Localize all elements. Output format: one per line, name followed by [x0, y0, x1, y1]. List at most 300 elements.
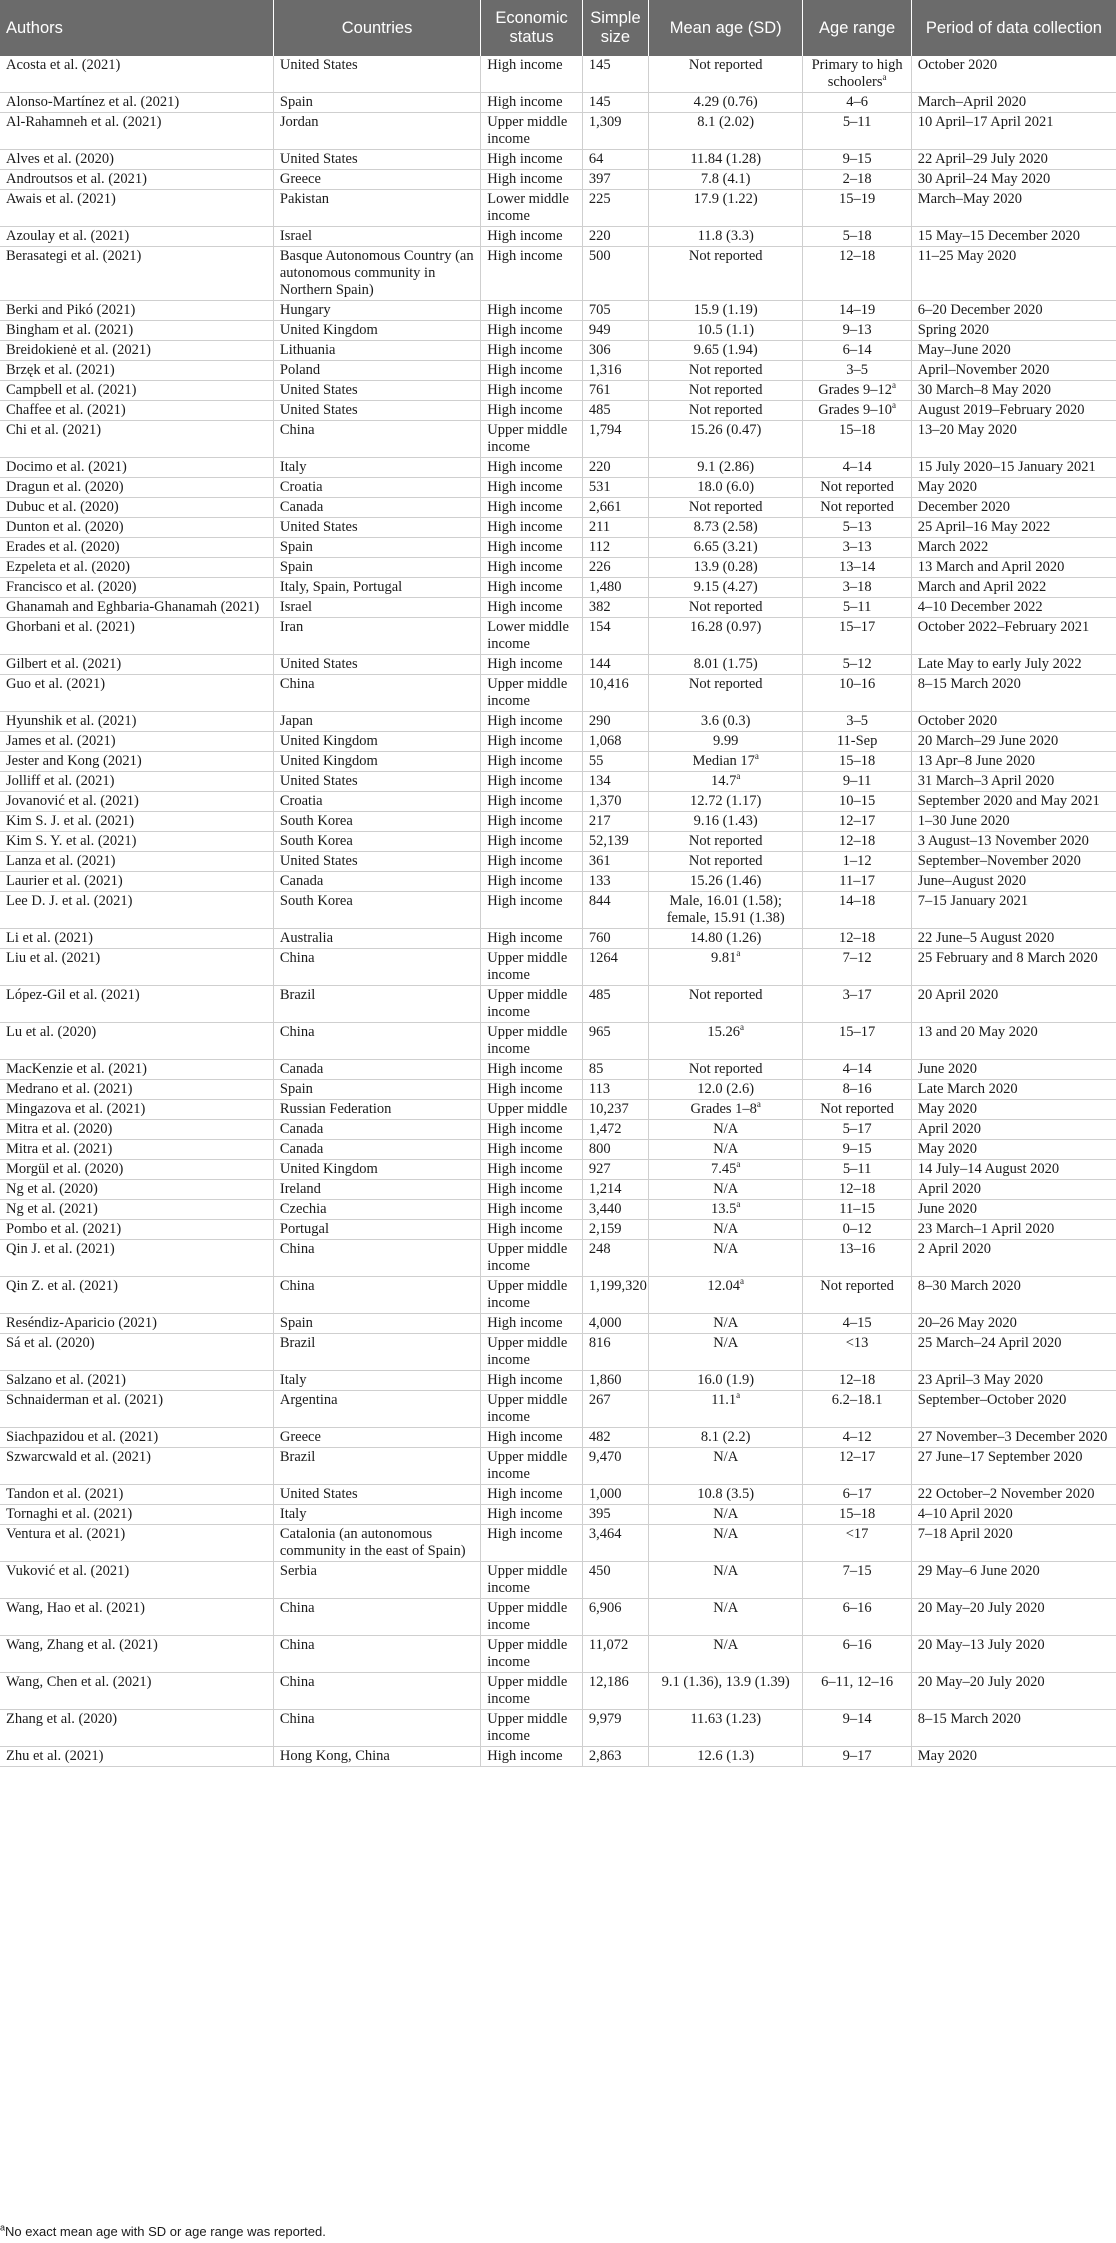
author-cell: James et al. (2021)	[0, 732, 273, 752]
table-row	[0, 341, 1116, 361]
country-cell: Greece	[273, 170, 480, 190]
author-cell: Mitra et al. (2020)	[0, 1120, 273, 1140]
sample-size-cell: 2,159	[582, 1220, 648, 1240]
age-range-cell: 4–14	[803, 1060, 911, 1080]
footnote-ref-marker: a	[891, 400, 896, 411]
table-row	[0, 558, 1116, 578]
economic-status-cell: Upper middle	[481, 1100, 583, 1120]
economic-status-cell: High income	[481, 341, 583, 361]
table-row	[0, 1240, 1116, 1277]
mean-age-cell: N/A	[648, 1120, 803, 1140]
footnote-ref-marker: a	[736, 1199, 741, 1210]
sample-size-cell: 482	[582, 1428, 648, 1448]
sample-size-cell: 927	[582, 1160, 648, 1180]
footnote-ref-marker: a	[754, 751, 759, 762]
mean-age-cell: 7.8 (4.1)	[648, 170, 803, 190]
economic-status-cell: High income	[481, 247, 583, 301]
age-range-cell: 0–12	[803, 1220, 911, 1240]
cell-text: Grades 9–10	[818, 402, 892, 418]
table-row	[0, 675, 1116, 712]
period-cell: Spring 2020	[911, 321, 1116, 341]
period-cell: May–June 2020	[911, 341, 1116, 361]
mean-age-cell: 15.26 (0.47)	[648, 421, 803, 458]
country-cell: United States	[273, 1485, 480, 1505]
economic-status-cell: High income	[481, 1220, 583, 1240]
period-cell: 3 August–13 November 2020	[911, 832, 1116, 852]
economic-status-cell: High income	[481, 598, 583, 618]
sample-size-cell: 10,237	[582, 1100, 648, 1120]
economic-status-cell: High income	[481, 321, 583, 341]
period-cell: June–August 2020	[911, 872, 1116, 892]
age-range-cell: 4–15	[803, 1314, 911, 1334]
age-range-cell: 8–16	[803, 1080, 911, 1100]
country-cell: Russian Federation	[273, 1100, 480, 1120]
author-cell: Jester and Kong (2021)	[0, 752, 273, 772]
author-cell: Alves et al. (2020)	[0, 150, 273, 170]
table-row	[0, 1314, 1116, 1334]
country-cell: Canada	[273, 1140, 480, 1160]
period-cell: April 2020	[911, 1120, 1116, 1140]
author-cell: MacKenzie et al. (2021)	[0, 1060, 273, 1080]
age-range-cell: 13–16	[803, 1240, 911, 1277]
author-cell: Ghorbani et al. (2021)	[0, 618, 273, 655]
country-cell: United States	[273, 150, 480, 170]
economic-status-cell: Upper middle income	[481, 1391, 583, 1428]
age-range-cell: 9–15	[803, 1140, 911, 1160]
economic-status-cell: Upper middle income	[481, 1334, 583, 1371]
author-cell: Docimo et al. (2021)	[0, 458, 273, 478]
author-cell: Zhu et al. (2021)	[0, 1747, 273, 1767]
table-row	[0, 150, 1116, 170]
sample-size-cell: 3,440	[582, 1200, 648, 1220]
age-range-cell: 12–18	[803, 1180, 911, 1200]
country-cell: United States	[273, 381, 480, 401]
table-row	[0, 1562, 1116, 1599]
country-cell: Argentina	[273, 1391, 480, 1428]
economic-status-cell: High income	[481, 1060, 583, 1080]
country-cell: Croatia	[273, 478, 480, 498]
period-cell: 13 and 20 May 2020	[911, 1023, 1116, 1060]
period-cell: 29 May–6 June 2020	[911, 1562, 1116, 1599]
country-cell: Ireland	[273, 1180, 480, 1200]
period-cell: October 2020	[911, 56, 1116, 93]
author-cell: Sá et al. (2020)	[0, 1334, 273, 1371]
age-range-cell: 5–13	[803, 518, 911, 538]
mean-age-cell	[648, 1160, 803, 1180]
age-range-cell: 5–18	[803, 227, 911, 247]
economic-status-cell: Upper middle income	[481, 675, 583, 712]
cell-text: 13.5	[711, 1201, 737, 1217]
mean-age-cell: Not reported	[648, 56, 803, 93]
mean-age-cell: Not reported	[648, 247, 803, 301]
sample-size-cell: 3,464	[582, 1525, 648, 1562]
author-cell: Morgül et al. (2020)	[0, 1160, 273, 1180]
country-cell: Italy, Spain, Portugal	[273, 578, 480, 598]
age-range-cell: 14–19	[803, 301, 911, 321]
economic-status-cell: High income	[481, 1747, 583, 1767]
economic-status-cell: High income	[481, 150, 583, 170]
mean-age-cell: 9.1 (2.86)	[648, 458, 803, 478]
age-range-cell: 11–15	[803, 1200, 911, 1220]
header-period: Period of data collection	[911, 0, 1116, 56]
author-cell: Ng et al. (2020)	[0, 1180, 273, 1200]
age-range-cell: 4–12	[803, 1428, 911, 1448]
period-cell: March–May 2020	[911, 190, 1116, 227]
age-range-cell: 3–17	[803, 986, 911, 1023]
sample-size-cell: 226	[582, 558, 648, 578]
sample-size-cell: 1,214	[582, 1180, 648, 1200]
author-cell: Acosta et al. (2021)	[0, 56, 273, 93]
author-cell: Siachpazidou et al. (2021)	[0, 1428, 273, 1448]
age-range-cell: 12–18	[803, 247, 911, 301]
period-cell: Late May to early July 2022	[911, 655, 1116, 675]
period-cell: June 2020	[911, 1200, 1116, 1220]
mean-age-cell	[648, 1200, 803, 1220]
mean-age-cell: Male, 16.01 (1.58); female, 15.91 (1.38)	[648, 892, 803, 929]
mean-age-cell: 14.80 (1.26)	[648, 929, 803, 949]
period-cell: September–November 2020	[911, 852, 1116, 872]
mean-age-cell: 11.84 (1.28)	[648, 150, 803, 170]
economic-status-cell: Upper middle income	[481, 949, 583, 986]
author-cell: Kim S. J. et al. (2021)	[0, 812, 273, 832]
age-range-cell: 7–12	[803, 949, 911, 986]
mean-age-cell: 9.99	[648, 732, 803, 752]
mean-age-cell: 16.28 (0.97)	[648, 618, 803, 655]
period-cell: October 2022–February 2021	[911, 618, 1116, 655]
author-cell: Medrano et al. (2021)	[0, 1080, 273, 1100]
footnote-ref-marker: a	[736, 948, 741, 959]
age-range-cell: 12–18	[803, 929, 911, 949]
table-row	[0, 1391, 1116, 1428]
mean-age-cell: 9.1 (1.36), 13.9 (1.39)	[648, 1673, 803, 1710]
mean-age-cell: 10.8 (3.5)	[648, 1485, 803, 1505]
sample-size-cell: 290	[582, 712, 648, 732]
age-range-cell: 15–17	[803, 1023, 911, 1060]
period-cell: 25 April–16 May 2022	[911, 518, 1116, 538]
author-cell: Liu et al. (2021)	[0, 949, 273, 986]
table-row	[0, 1060, 1116, 1080]
table-row	[0, 1334, 1116, 1371]
sample-size-cell: 816	[582, 1334, 648, 1371]
author-cell: Reséndiz-Aparicio (2021)	[0, 1314, 273, 1334]
period-cell: 8–15 March 2020	[911, 1710, 1116, 1747]
table-row	[0, 1120, 1116, 1140]
sample-size-cell: 800	[582, 1140, 648, 1160]
table-row	[0, 872, 1116, 892]
age-range-cell: 1–12	[803, 852, 911, 872]
mean-age-cell: N/A	[648, 1599, 803, 1636]
author-cell: Li et al. (2021)	[0, 929, 273, 949]
age-range-cell: 6–14	[803, 341, 911, 361]
table-row	[0, 812, 1116, 832]
table-row	[0, 832, 1116, 852]
table-row	[0, 1371, 1116, 1391]
footnote-ref-marker: a	[736, 1390, 741, 1401]
author-cell: Dubuc et al. (2020)	[0, 498, 273, 518]
period-cell: 2 April 2020	[911, 1240, 1116, 1277]
economic-status-cell: High income	[481, 732, 583, 752]
footnote-text: No exact mean age with SD or age range was reported.	[5, 2224, 326, 2239]
mean-age-cell: 6.65 (3.21)	[648, 538, 803, 558]
cell-text: 7.45	[711, 1161, 737, 1177]
mean-age-cell: 15.9 (1.19)	[648, 301, 803, 321]
period-cell: 8–15 March 2020	[911, 675, 1116, 712]
period-cell: September–October 2020	[911, 1391, 1116, 1428]
period-cell: 20 May–20 July 2020	[911, 1673, 1116, 1710]
author-cell: Mingazova et al. (2021)	[0, 1100, 273, 1120]
country-cell: Basque Autonomous Country (an autonomous community in Northern Spain)	[273, 247, 480, 301]
period-cell: 13–20 May 2020	[911, 421, 1116, 458]
economic-status-cell: High income	[481, 712, 583, 732]
country-cell: Canada	[273, 1120, 480, 1140]
header-row	[0, 0, 1116, 56]
cell-text: Primary to high schoolers	[811, 57, 903, 90]
author-cell: Al-Rahamneh et al. (2021)	[0, 113, 273, 150]
age-range-cell: 2–18	[803, 170, 911, 190]
country-cell: China	[273, 675, 480, 712]
age-range-cell	[803, 401, 911, 421]
economic-status-cell: High income	[481, 478, 583, 498]
table-row	[0, 478, 1116, 498]
country-cell: China	[273, 1023, 480, 1060]
table-footnote	[0, 2224, 326, 2240]
cell-text: Grades 9–12	[818, 382, 892, 398]
economic-status-cell: Upper middle income	[481, 1023, 583, 1060]
mean-age-cell: N/A	[648, 1636, 803, 1673]
economic-status-cell: High income	[481, 227, 583, 247]
cell-text: 11.1	[711, 1392, 737, 1408]
economic-status-cell: High income	[481, 170, 583, 190]
sample-size-cell: 1,480	[582, 578, 648, 598]
age-range-cell: 3–5	[803, 712, 911, 732]
mean-age-cell: Not reported	[648, 498, 803, 518]
mean-age-cell: N/A	[648, 1314, 803, 1334]
period-cell: 25 March–24 April 2020	[911, 1334, 1116, 1371]
period-cell: 20 May–13 July 2020	[911, 1636, 1116, 1673]
author-cell: Ezpeleta et al. (2020)	[0, 558, 273, 578]
author-cell: Erades et al. (2020)	[0, 538, 273, 558]
period-cell: April 2020	[911, 1180, 1116, 1200]
period-cell: 10 April–17 April 2021	[911, 113, 1116, 150]
mean-age-cell: Not reported	[648, 675, 803, 712]
age-range-cell: <17	[803, 1525, 911, 1562]
author-cell: Pombo et al. (2021)	[0, 1220, 273, 1240]
economic-status-cell: Upper middle income	[481, 1277, 583, 1314]
table-row	[0, 949, 1116, 986]
author-cell: Azoulay et al. (2021)	[0, 227, 273, 247]
sample-size-cell: 52,139	[582, 832, 648, 852]
period-cell: 7–18 April 2020	[911, 1525, 1116, 1562]
sample-size-cell: 9,470	[582, 1448, 648, 1485]
author-cell: Laurier et al. (2021)	[0, 872, 273, 892]
table-row	[0, 1525, 1116, 1562]
economic-status-cell: High income	[481, 1525, 583, 1562]
mean-age-cell: N/A	[648, 1334, 803, 1371]
economic-status-cell: High income	[481, 381, 583, 401]
period-cell: September 2020 and May 2021	[911, 792, 1116, 812]
period-cell: May 2020	[911, 1140, 1116, 1160]
period-cell: March 2022	[911, 538, 1116, 558]
economic-status-cell: High income	[481, 538, 583, 558]
age-range-cell: 9–14	[803, 1710, 911, 1747]
country-cell: United States	[273, 655, 480, 675]
country-cell: South Korea	[273, 832, 480, 852]
header-economic-status: Economic status	[481, 0, 583, 56]
economic-status-cell: High income	[481, 401, 583, 421]
author-cell: Tornaghi et al. (2021)	[0, 1505, 273, 1525]
sample-size-cell: 12,186	[582, 1673, 648, 1710]
age-range-cell: <13	[803, 1334, 911, 1371]
period-cell: 11–25 May 2020	[911, 247, 1116, 301]
author-cell: Androutsos et al. (2021)	[0, 170, 273, 190]
period-cell: 22 June–5 August 2020	[911, 929, 1116, 949]
country-cell: Czechia	[273, 1200, 480, 1220]
author-cell: Bingham et al. (2021)	[0, 321, 273, 341]
country-cell: Canada	[273, 872, 480, 892]
sample-size-cell: 64	[582, 150, 648, 170]
country-cell: Catalonia (an autonomous community in the east of Spain)	[273, 1525, 480, 1562]
table-row	[0, 518, 1116, 538]
economic-status-cell: High income	[481, 1314, 583, 1334]
mean-age-cell	[648, 772, 803, 792]
country-cell: United Kingdom	[273, 732, 480, 752]
table-row	[0, 1505, 1116, 1525]
mean-age-cell: 3.6 (0.3)	[648, 712, 803, 732]
sample-size-cell: 761	[582, 381, 648, 401]
economic-status-cell: Upper middle income	[481, 1599, 583, 1636]
economic-status-cell: High income	[481, 1160, 583, 1180]
age-range-cell: 15–18	[803, 1505, 911, 1525]
country-cell: Pakistan	[273, 190, 480, 227]
author-cell: Breidokienė et al. (2021)	[0, 341, 273, 361]
economic-status-cell: High income	[481, 1080, 583, 1100]
sample-size-cell: 113	[582, 1080, 648, 1100]
table-row	[0, 401, 1116, 421]
author-cell: Chi et al. (2021)	[0, 421, 273, 458]
sample-size-cell: 1264	[582, 949, 648, 986]
sample-size-cell: 1,000	[582, 1485, 648, 1505]
sample-size-cell: 1,860	[582, 1371, 648, 1391]
sample-size-cell: 217	[582, 812, 648, 832]
sample-size-cell: 6,906	[582, 1599, 648, 1636]
country-cell: Iran	[273, 618, 480, 655]
mean-age-cell: Not reported	[648, 986, 803, 1023]
author-cell: Tandon et al. (2021)	[0, 1485, 273, 1505]
mean-age-cell: Not reported	[648, 401, 803, 421]
sample-size-cell: 1,316	[582, 361, 648, 381]
country-cell: Greece	[273, 1428, 480, 1448]
economic-status-cell: High income	[481, 578, 583, 598]
table-row	[0, 1140, 1116, 1160]
age-range-cell: 12–18	[803, 832, 911, 852]
sample-size-cell: 11,072	[582, 1636, 648, 1673]
country-cell: Italy	[273, 458, 480, 478]
author-cell: Qin J. et al. (2021)	[0, 1240, 273, 1277]
mean-age-cell: 9.16 (1.43)	[648, 812, 803, 832]
period-cell: April–November 2020	[911, 361, 1116, 381]
economic-status-cell: Lower middle income	[481, 618, 583, 655]
mean-age-cell: N/A	[648, 1140, 803, 1160]
age-range-cell: Not reported	[803, 1100, 911, 1120]
mean-age-cell: 8.1 (2.02)	[648, 113, 803, 150]
country-cell: Spain	[273, 93, 480, 113]
footnote-ref-marker: a	[736, 1159, 741, 1170]
age-range-cell: 5–11	[803, 113, 911, 150]
sample-size-cell: 705	[582, 301, 648, 321]
period-cell: 8–30 March 2020	[911, 1277, 1116, 1314]
age-range-cell: 5–12	[803, 655, 911, 675]
mean-age-cell	[648, 752, 803, 772]
author-cell: Wang, Hao et al. (2021)	[0, 1599, 273, 1636]
author-cell: Brzęk et al. (2021)	[0, 361, 273, 381]
economic-status-cell: High income	[481, 1140, 583, 1160]
author-cell: Campbell et al. (2021)	[0, 381, 273, 401]
cell-text: 9.81	[711, 950, 737, 966]
country-cell: United States	[273, 401, 480, 421]
author-cell: Jolliff et al. (2021)	[0, 772, 273, 792]
period-cell: August 2019–February 2020	[911, 401, 1116, 421]
sample-size-cell: 361	[582, 852, 648, 872]
table-row	[0, 1080, 1116, 1100]
country-cell: China	[273, 1636, 480, 1673]
author-cell: Guo et al. (2021)	[0, 675, 273, 712]
period-cell: 20–26 May 2020	[911, 1314, 1116, 1334]
country-cell: Japan	[273, 712, 480, 732]
country-cell: United States	[273, 772, 480, 792]
economic-status-cell: High income	[481, 792, 583, 812]
footnote-ref-marker: a	[756, 1099, 761, 1110]
country-cell: Brazil	[273, 986, 480, 1023]
country-cell: Hong Kong, China	[273, 1747, 480, 1767]
age-range-cell: 4–6	[803, 93, 911, 113]
period-cell: May 2020	[911, 478, 1116, 498]
economic-status-cell: High income	[481, 498, 583, 518]
economic-status-cell: High income	[481, 56, 583, 93]
mean-age-cell: 8.1 (2.2)	[648, 1428, 803, 1448]
economic-status-cell: High income	[481, 1371, 583, 1391]
economic-status-cell: High income	[481, 832, 583, 852]
sample-size-cell: 485	[582, 401, 648, 421]
footnote-ref-marker: a	[882, 72, 887, 83]
period-cell: 13 Apr–8 June 2020	[911, 752, 1116, 772]
age-range-cell: 5–11	[803, 598, 911, 618]
table-row	[0, 578, 1116, 598]
author-cell: Lee D. J. et al. (2021)	[0, 892, 273, 929]
economic-status-cell: High income	[481, 752, 583, 772]
age-range-cell: 14–18	[803, 892, 911, 929]
period-cell: 7–15 January 2021	[911, 892, 1116, 929]
age-range-cell: 5–17	[803, 1120, 911, 1140]
country-cell: Italy	[273, 1505, 480, 1525]
age-range-cell: 13–14	[803, 558, 911, 578]
economic-status-cell: High income	[481, 1485, 583, 1505]
age-range-cell: 12–17	[803, 1448, 911, 1485]
period-cell: 1–30 June 2020	[911, 812, 1116, 832]
country-cell: United Kingdom	[273, 752, 480, 772]
age-range-cell: 3–18	[803, 578, 911, 598]
period-cell: 13 March and April 2020	[911, 558, 1116, 578]
table-row	[0, 1636, 1116, 1673]
header-age-range: Age range	[803, 0, 911, 56]
age-range-cell: Not reported	[803, 498, 911, 518]
sample-size-cell: 531	[582, 478, 648, 498]
sample-size-cell: 397	[582, 170, 648, 190]
economic-status-cell: Upper middle income	[481, 1240, 583, 1277]
economic-status-cell: High income	[481, 929, 583, 949]
country-cell: Italy	[273, 1371, 480, 1391]
period-cell: 14 July–14 August 2020	[911, 1160, 1116, 1180]
country-cell: Spain	[273, 538, 480, 558]
